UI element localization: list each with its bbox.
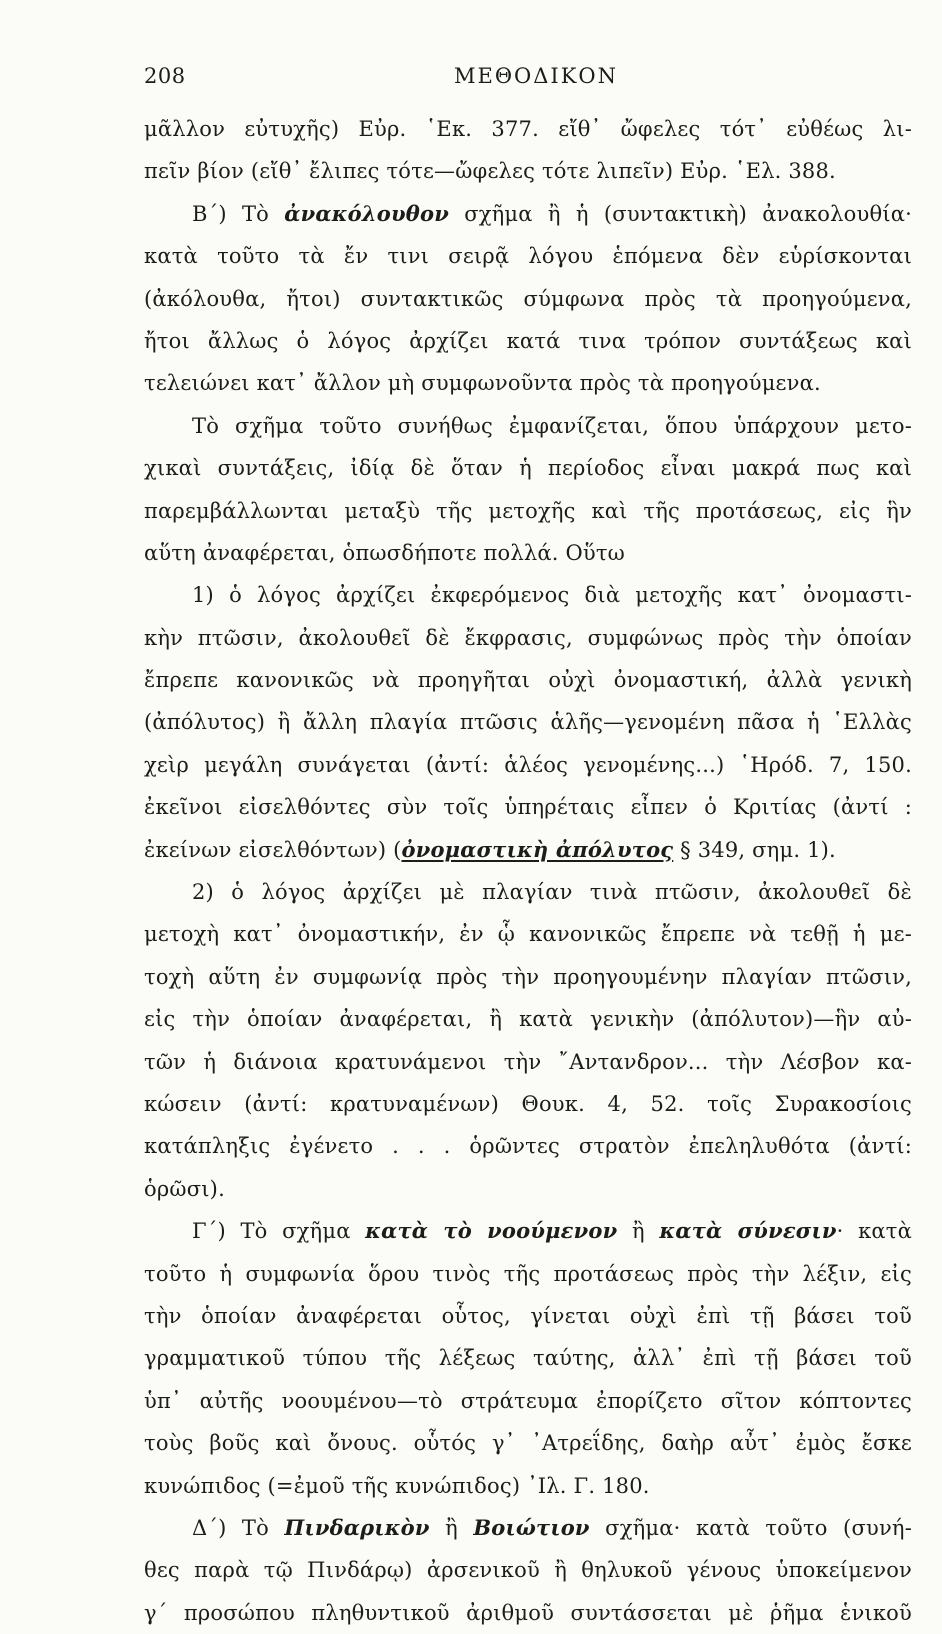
text-fragment: · κατὰ (836, 1219, 912, 1244)
text-fragment: σχῆμα ἢ ἡ (συντακτικὴ) ἀνακολουθία· (448, 201, 913, 226)
text-line: μετοχὴ κατ᾽ ὀνομαστικήν, ἐν ᾧ κανονικῶς ἔπρεπε νὰ τεθῇ ἡ με- (144, 922, 912, 947)
text-line: 2) ὁ λόγος ἀρχίζει μὲ πλαγίαν τινὰ πτῶσιν, ἀκολουθεῖ δὲ (192, 880, 912, 905)
emphasized-term: Βοιώτιον (473, 1514, 590, 1540)
text-line: πεῖν βίον (εἴθ᾽ ἔλιπες τότε—ὤφελες τότε λιπεῖν) Εὐρ. ῾Ελ. 388. (144, 159, 836, 184)
text-line: γραμματικοῦ τύπου τῆς λέξεως ταύτης, ἀλλ᾽ ἐπὶ τῇ βάσει τοῦ (144, 1346, 912, 1371)
text-line: ἤτοι ἄλλως ὁ λόγος ἀρχίζει κατά τινα τρόπον συντάξεως καὶ (144, 328, 912, 353)
text-line: τοῦτο ἡ συμφωνία ὅρου τινὸς τῆς προτάσεως πρὸς τὴν λέξιν, εἰς (144, 1261, 912, 1286)
text-line: 1) ὁ λόγος ἀρχίζει ἐκφερόμενος διὰ μετοχῆς κατ᾽ ὀνομαστι- (192, 583, 912, 608)
body-text (144, 108, 912, 1634)
text-line: θες παρὰ τῷ Πινδάρῳ) ἀρσενικοῦ ἢ θηλυκοῦ γένους ὑποκείμενον (144, 1558, 912, 1583)
text-line: τὴν ὁποίαν ἀναφέρεται οὗτος, γίνεται οὐχὶ ἐπὶ τῇ βάσει τοῦ (144, 1303, 912, 1328)
text-fragment: ἐκείνων εἰσελθόντων) ( (144, 837, 402, 862)
text-line: κώσειν (ἀντί: κρατυναμένων) Θουκ. 4, 52. τοῖς Συρακοσίοις (144, 1091, 912, 1116)
emphasized-term: κατὰ σύνεσιν (659, 1218, 837, 1244)
text-fragment: ἢ (429, 1515, 474, 1540)
text-line: κατὰ τοῦτο τὰ ἔν τινι σειρᾷ λόγου ἑπόμενα δὲν εὑρίσκονται (144, 244, 912, 269)
text-line (144, 1210, 912, 1252)
text-line: ὁρῶσι). (144, 1176, 225, 1201)
text-line: ὑπ᾽ αὐτῆς νοουμένου—τὸ στράτευμα ἐπορίζετο σῖτον κόπτοντες (144, 1388, 912, 1413)
text-fragment: Β´) Τὸ (192, 201, 285, 226)
text-line (144, 193, 912, 235)
text-fragment: § 349, σημ. 1). (673, 837, 836, 862)
text-line: μᾶλλον εὐτυχῆς) Εὐρ. ῾Εκ. 377. εἴθ᾽ ὤφελες τότ᾽ εὐθέως λι- (144, 117, 912, 141)
text-line: τῶν ἡ διάνοια κρατυνάμενοι τὴν ῎Αντανδρον... τὴν Λέσβον κα- (144, 1049, 912, 1074)
text-line: (ἀκόλουθα, ἤτοι) συντακτικῶς σύμφωνα πρὸς τὰ προηγούμενα, (144, 286, 912, 311)
text-line: ἔπρεπε κανονικῶς νὰ προηγῆται οὐχὶ ὀνομαστική, ἀλλὰ γενικὴ (144, 668, 912, 693)
text-line: κατάπληξις ἐγένετο . . . ὁρῶντες στρατὸν ἐπεληλυθότα (ἀντί: (144, 1134, 912, 1159)
text-fragment: Δ´) Τὸ (192, 1515, 285, 1540)
running-head: ΜΕΘΟΔΙΚΟΝ (454, 64, 619, 88)
page-number: 208 (144, 64, 186, 88)
emphasized-term: κατὰ τὸ νοούμενον (365, 1218, 618, 1244)
text-line: ἐκεῖνοι εἰσελθόντες σὺν τοῖς ὑπηρέταις εἶπεν ὁ Κριτίας (ἀντί : (144, 795, 912, 820)
text-line: Τὸ σχῆμα τοῦτο συνήθως ἐμφανίζεται, ὅπου ὑπάρχουν μετο- (192, 413, 912, 438)
text-fragment: σχῆμα· κατὰ τοῦτο (συνή- (589, 1515, 912, 1540)
text-line (144, 829, 912, 871)
text-line: τοὺς βοῦς καὶ ὄνους. οὗτός γ᾽ ᾿Ατρεΐδης, δαὴρ αὖτ᾽ ἐμὸς ἔσκε (144, 1431, 912, 1456)
text-line: κὴν πτῶσιν, ἀκολουθεῖ δὲ ἔκφρασις, συμφώνως πρὸς τὴν ὁποίαν (144, 625, 912, 650)
emphasized-term: ἀνακόλουθον (284, 200, 449, 226)
text-line: τοχὴ αὕτη ἐν συμφωνίᾳ πρὸς τὴν προηγουμένην πλαγίαν πτῶσιν, (144, 964, 912, 989)
text-line: παρεμβάλλωνται μεταξὺ τῆς μετοχῆς καὶ τῆς προτάσεως, εἰς ἣν (144, 498, 912, 523)
text-fragment: Γ´) Τὸ σχῆμα (192, 1219, 366, 1244)
text-line (144, 1507, 912, 1549)
emphasized-term: Πινδαρικὸν (284, 1514, 430, 1540)
text-line: κυνώπιδος (=ἐμοῦ τῆς κυνώπιδος) ᾿Ιλ. Γ. 180. (144, 1473, 650, 1498)
text-line: (ἀπόλυτος) ἢ ἄλλη πλαγία πτῶσις ἁλῆς—γενομένη πᾶσα ἡ ῾Ελλὰς (144, 710, 912, 735)
text-line: χικαὶ συντάξεις, ἰδίᾳ δὲ ὅταν ἡ περίοδος εἶναι μακρά πως καὶ (144, 456, 912, 481)
text-fragment: ἢ (617, 1219, 660, 1244)
text-line: αὕτη ἀναφέρεται, ὁπωσδήποτε πολλά. Οὕτω (144, 540, 626, 565)
text-line: γ´ προσώπου πληθυντικοῦ ἀριθμοῦ συντάσσεται μὲ ῥῆμα ἑνικοῦ (144, 1600, 912, 1625)
emphasized-term: ὀνομαστικὴ ἀπόλυτος (401, 836, 674, 862)
text-line: χεὶρ μεγάλη συνάγεται (ἀντί: ἁλέος γενομένης...) ῾Ηρόδ. 7, 150. (144, 752, 912, 777)
text-line: τελειώνει κατ᾽ ἄλλον μὴ συμφωνοῦντα πρὸς τὰ προηγούμενα. (144, 371, 821, 396)
text-line: εἰς τὴν ὁποίαν ἀναφέρεται, ἢ κατὰ γενικὴν (ἀπόλυτον)—ἣν αὐ- (144, 1007, 912, 1032)
